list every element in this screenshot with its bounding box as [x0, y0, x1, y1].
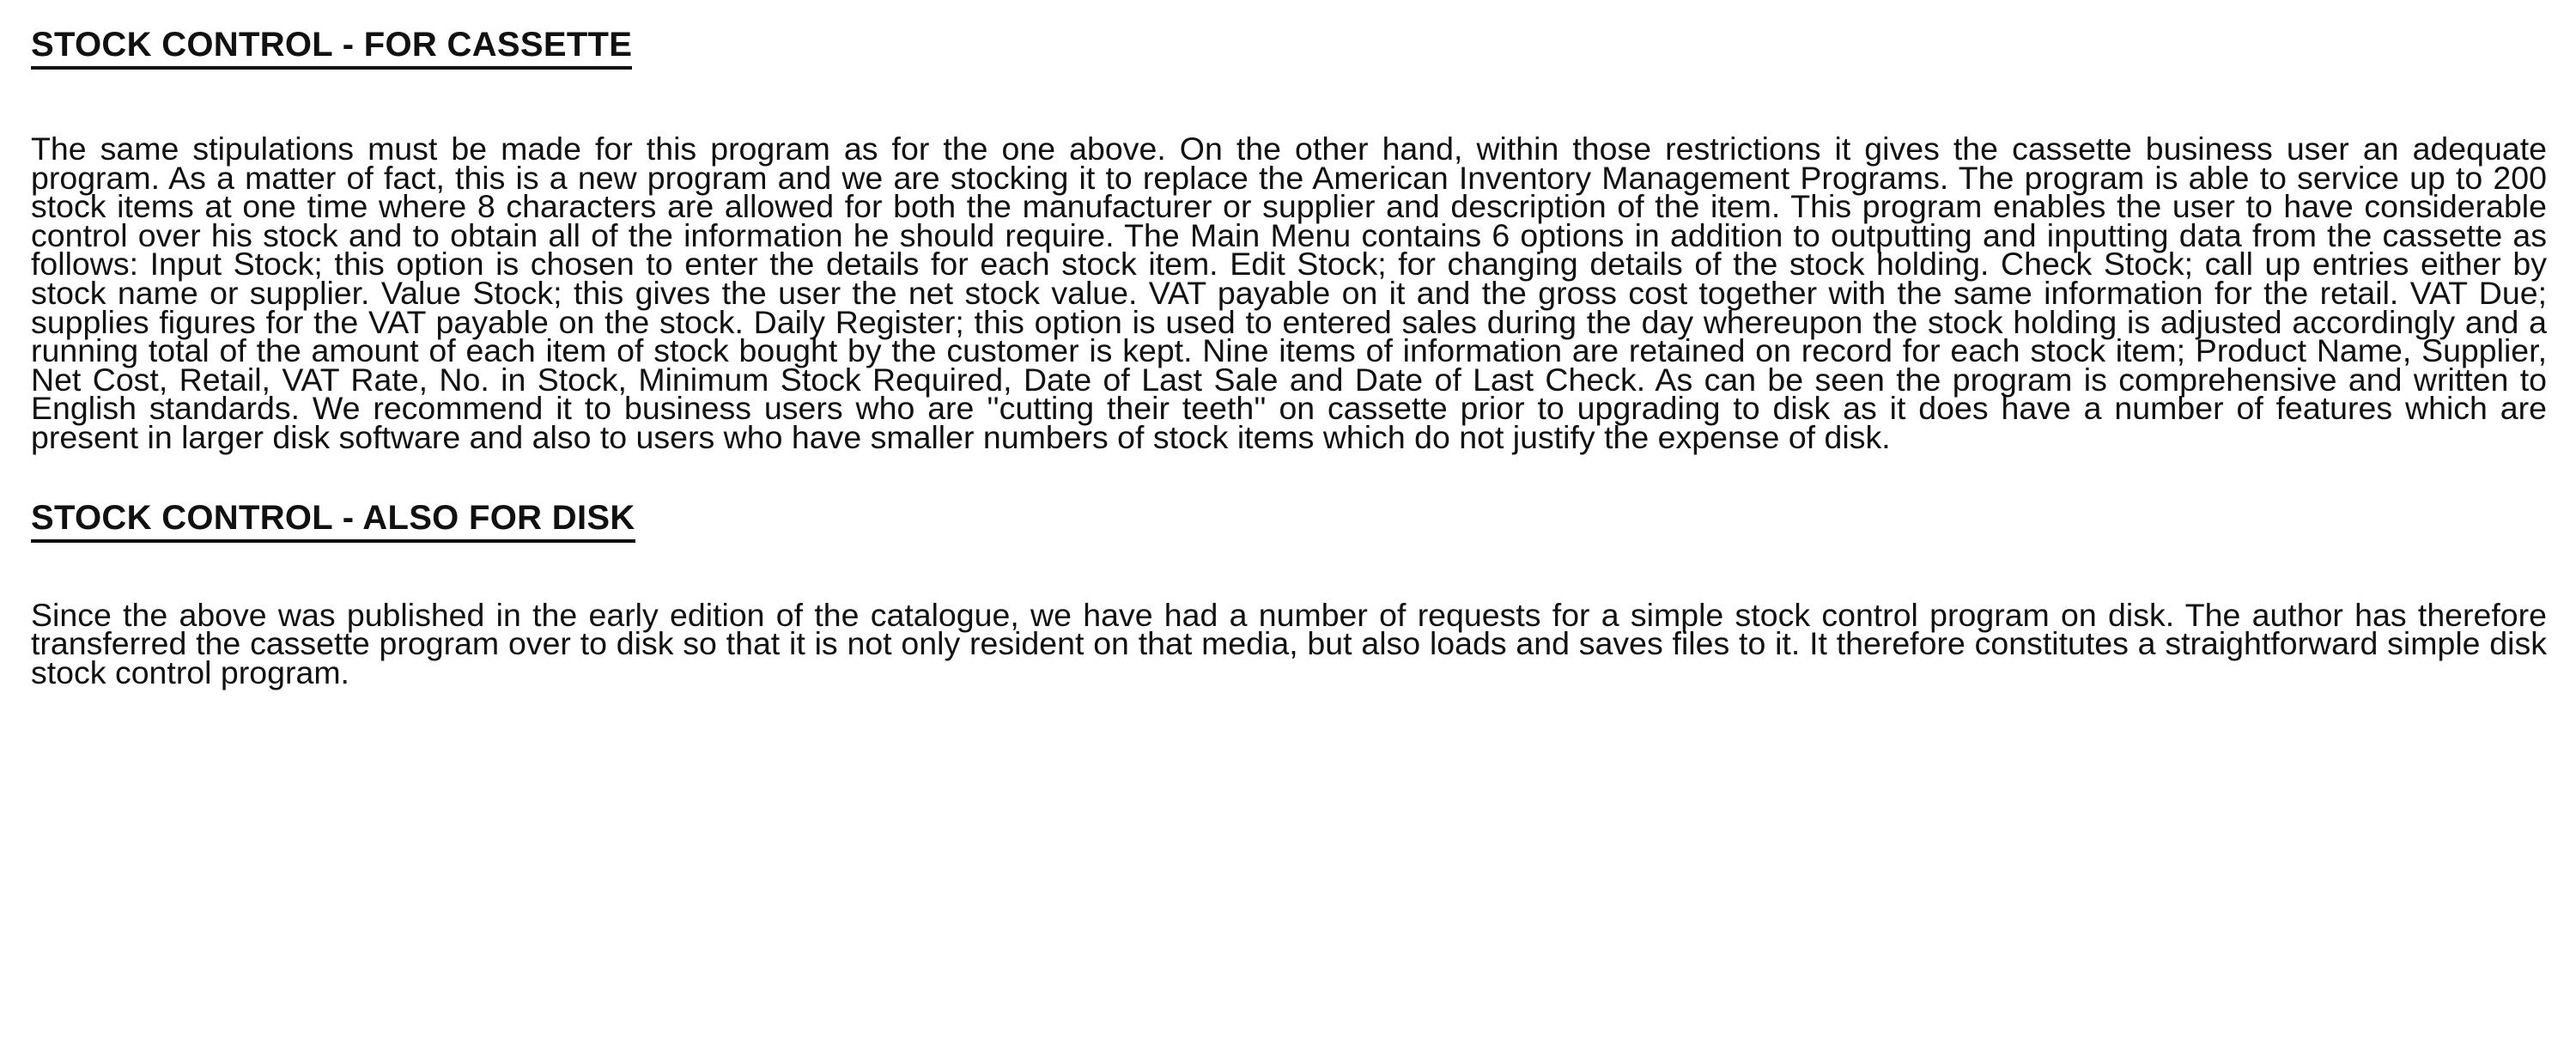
section-heading-disk: STOCK CONTROL - ALSO FOR DISK	[31, 497, 635, 543]
section-cassette	[31, 19, 2547, 453]
section-body-cassette: The same stipulations must be made for this program as for the one above. On the other hand, within those restrictions it gives the cassette business user an adequate program. As a matter of fact, this is a new program and we are stocking it to replace the American Inventory Management Programs. The program is able to service up to 200 stock items at one time where 8 characters are allowed for both the manufacturer or supplier and description of the item. This program enables the user to have considerable control over his stock and to obtain all of the information he should require. The Main Menu contains 6 options in addition to outputting and inputting data from the cassette as follows: Input Stock; this option is chosen to enter the details for each stock item. Edit Stock; for changing details of the stock holding. Check Stock; call up entries either by stock name or supplier. Value Stock; this gives the user the net stock value. VAT payable on it and the gross cost together with the same information for the retail. VAT Due; supplies figures for the VAT payable on the stock. Daily Register; this option is used to entered sales during the day whereupon the stock holding is adjusted accordingly and a running total of the amount of each item of stock bought by the customer is kept. Nine items of information are retained on record for each stock item; Product Name, Supplier, Net Cost, Retail, VAT Rate, No. in Stock, Minimum Stock Required, Date of Last Sale and Date of Last Check. As can be seen the program is comprehensive and written to English standards. We recommend it to business users who are ''cutting their teeth'' on cassette prior to upgrading to disk as it does have a number of features which are present in larger disk software and also to users who have smaller numbers of stock items which do not justify the expense of disk.	[31, 131, 2547, 455]
section-body-disk: Since the above was published in the early edition of the catalogue, we have had a number of requests for a simple stock control program on disk. The author has therefore transferred the cassette program over to disk so that it is not only resident on that media, but also loads and saves files to it. It therefore constitutes a straightforward simple disk stock control program.	[31, 596, 2547, 690]
section-heading-cassette: STOCK CONTROL - FOR CASSETTE	[31, 24, 632, 70]
document-page	[31, 19, 2547, 690]
section-disk	[31, 497, 2547, 688]
